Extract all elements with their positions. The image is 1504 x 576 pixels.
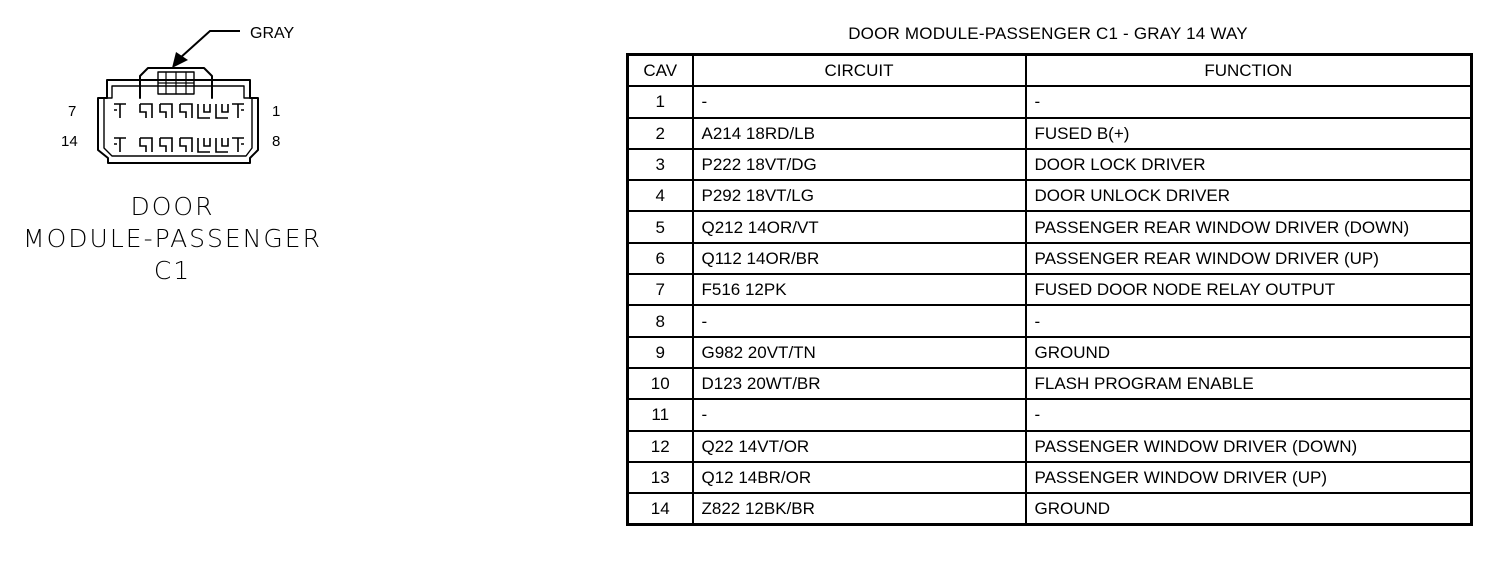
cavity-9 — [216, 138, 228, 152]
cav-cell: 7 — [628, 274, 693, 305]
cav-cell: 2 — [628, 118, 693, 149]
header-function: FUNCTION — [1026, 55, 1472, 87]
cavity-13 — [140, 138, 152, 152]
header-circuit: CIRCUIT — [693, 55, 1026, 87]
function-cell: PASSENGER REAR WINDOW DRIVER (DOWN) — [1026, 211, 1472, 242]
table-row — [628, 180, 1472, 211]
cav-cell: 13 — [628, 462, 693, 493]
table-row — [628, 431, 1472, 462]
table-row — [628, 86, 1472, 117]
cavity-2 — [216, 104, 228, 118]
table-row — [628, 243, 1472, 274]
table-row — [628, 211, 1472, 242]
color-callout-arrow — [172, 31, 240, 68]
table-row — [628, 399, 1472, 430]
color-callout-label: GRAY — [250, 25, 295, 42]
circuit-cell: Q22 14VT/OR — [693, 431, 1026, 462]
cavity-3 — [198, 104, 210, 118]
connector-inner-outline — [104, 86, 252, 156]
function-cell: - — [1026, 305, 1472, 336]
circuit-cell: G982 20VT/TN — [693, 337, 1026, 368]
table-header-row — [628, 55, 1472, 87]
connector-title-line-2: MODULE-PASSENGER — [23, 224, 322, 253]
function-cell: PASSENGER REAR WINDOW DRIVER (UP) — [1026, 243, 1472, 274]
circuit-cell: - — [693, 399, 1026, 430]
pin-label-bottom-left: 14 — [61, 133, 78, 150]
circuit-cell: - — [693, 86, 1026, 117]
function-cell: - — [1026, 399, 1472, 430]
table-row — [628, 274, 1472, 305]
cavity-5 — [160, 104, 172, 118]
function-cell: GROUND — [1026, 337, 1472, 368]
table-row — [628, 368, 1472, 399]
table-row — [628, 149, 1472, 180]
table-row — [628, 493, 1472, 525]
function-cell: PASSENGER WINDOW DRIVER (DOWN) — [1026, 431, 1472, 462]
function-cell: GROUND — [1026, 493, 1472, 525]
cav-cell: 12 — [628, 431, 693, 462]
circuit-cell: D123 20WT/BR — [693, 368, 1026, 399]
cavity-14 — [114, 138, 126, 152]
circuit-cell: P292 18VT/LG — [693, 180, 1026, 211]
cav-cell: 8 — [628, 305, 693, 336]
table-row — [628, 462, 1472, 493]
cav-cell: 11 — [628, 399, 693, 430]
cavity-12 — [160, 138, 172, 152]
circuit-cell: Q12 14BR/OR — [693, 462, 1026, 493]
cav-cell: 9 — [628, 337, 693, 368]
cavity-6 — [140, 104, 152, 118]
circuit-cell: Z822 12BK/BR — [693, 493, 1026, 525]
table-row — [628, 118, 1472, 149]
cav-cell: 5 — [628, 211, 693, 242]
function-cell: FUSED DOOR NODE RELAY OUTPUT — [1026, 274, 1472, 305]
cav-cell: 6 — [628, 243, 693, 274]
cav-cell: 10 — [628, 368, 693, 399]
function-cell: FUSED B(+) — [1026, 118, 1472, 149]
table-caption: DOOR MODULE-PASSENGER C1 - GRAY 14 WAY — [848, 24, 1248, 43]
circuit-cell: P222 18VT/DG — [693, 149, 1026, 180]
cav-cell: 1 — [628, 86, 693, 117]
cavity-4 — [180, 104, 192, 118]
circuit-cell: Q212 14OR/VT — [693, 211, 1026, 242]
pin-label-top-right: 1 — [272, 103, 281, 120]
function-cell: DOOR UNLOCK DRIVER — [1026, 180, 1472, 211]
circuit-cell: Q112 14OR/BR — [693, 243, 1026, 274]
pin-label-top-left: 7 — [68, 103, 77, 120]
cavity-7 — [114, 104, 126, 118]
function-cell: - — [1026, 86, 1472, 117]
circuit-cell: F516 12PK — [693, 274, 1026, 305]
table-row — [628, 305, 1472, 336]
cavity-10 — [198, 138, 210, 152]
function-cell: DOOR LOCK DRIVER — [1026, 149, 1472, 180]
table-row — [628, 337, 1472, 368]
cavity-11 — [180, 138, 192, 152]
header-cav: CAV — [628, 55, 693, 87]
cavity-8 — [232, 138, 244, 152]
cavity-row-bottom — [114, 138, 244, 152]
function-cell: PASSENGER WINDOW DRIVER (UP) — [1026, 462, 1472, 493]
circuit-cell: A214 18RD/LB — [693, 118, 1026, 149]
function-cell: FLASH PROGRAM ENABLE — [1026, 368, 1472, 399]
cav-cell: 14 — [628, 493, 693, 525]
cav-cell: 3 — [628, 149, 693, 180]
connector-title-line-1: DOOR — [130, 192, 215, 221]
connector-body-outline — [98, 80, 258, 163]
connector-drawing — [0, 0, 400, 200]
pin-label-bottom-right: 8 — [272, 133, 281, 150]
cavity-row-top — [114, 104, 244, 118]
cavity-1 — [232, 104, 244, 118]
circuit-cell: - — [693, 305, 1026, 336]
cav-cell: 4 — [628, 180, 693, 211]
pinout-table — [626, 53, 1473, 526]
connector-title-line-3: C1 — [153, 256, 192, 285]
